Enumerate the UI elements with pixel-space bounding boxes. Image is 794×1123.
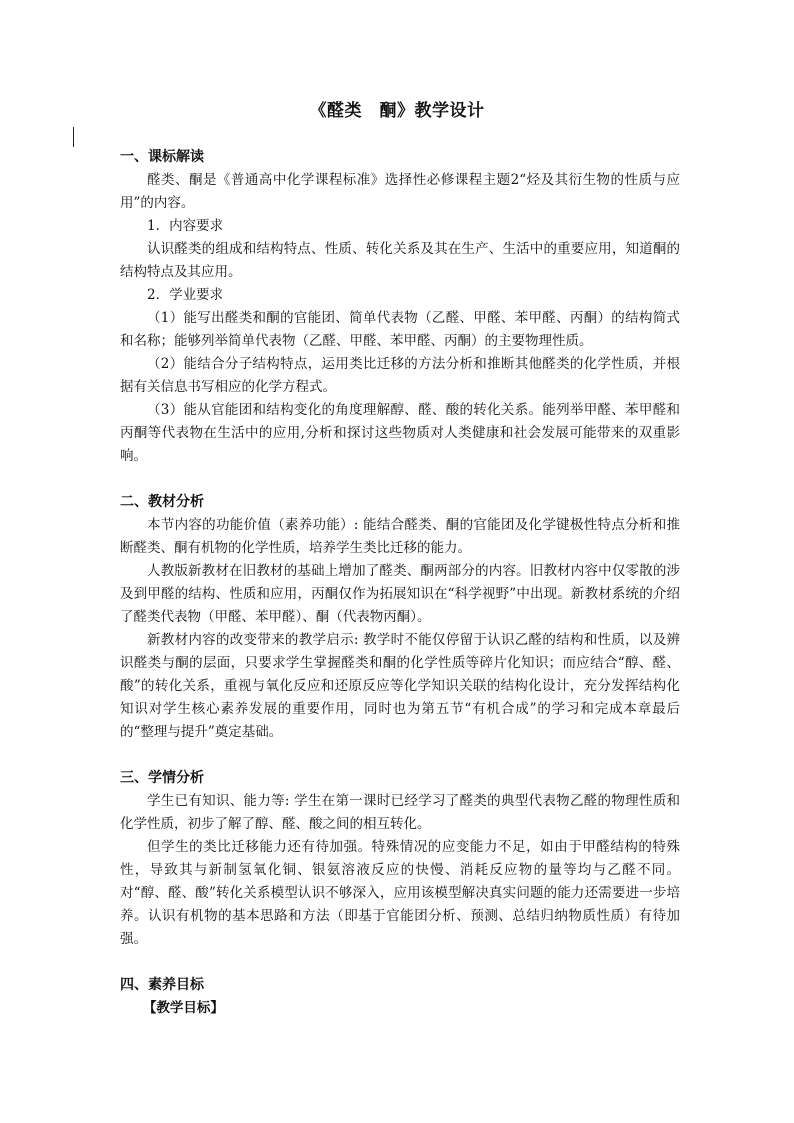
document-body — [120, 146, 680, 1020]
subheading-academic-requirements: 2．学业要求 — [147, 287, 224, 303]
section-heading-curriculum: 一、课标解读 — [120, 149, 204, 165]
paragraph: 认识醛类的组成和结构特点、性质、转化关系及其在生产、生活中的重要应用，知道酮的结构特点及其应用。 — [120, 241, 680, 280]
subheading-content-requirements: 1．内容要求 — [147, 218, 224, 234]
paragraph: 本节内容的功能价值（素养功能）: 能结合醛类、酮的官能团及化学键极性特点分析和推断醛类、酮有机物的化学性质，培养学生类比迁移的能力。 — [120, 517, 680, 556]
section-heading-textbook: 二、教材分析 — [120, 494, 204, 510]
text-cursor — [73, 127, 74, 147]
paragraph: （2）能结合分子结构特点，运用类比迁移的方法分析和推断其他醛类的化学性质，并根据有关信息书写相应的化学方程式。 — [120, 356, 680, 395]
document-title: 《醛类 酮》教学设计 — [309, 101, 485, 121]
paragraph: 人教版新教材在旧教材的基础上增加了醛类、酮两部分的内容。旧教材内容中仅零散的涉及到甲醛的结构、性质和应用，丙酮仅作为拓展知识在“科学视野”中出现。新教材系统的介绍了醛类代表物（甲醛、苯甲醛）、酮（代表物丙酮）。 — [120, 563, 680, 625]
section-heading-students: 三、学情分析 — [120, 770, 204, 786]
paragraph: 学生已有知识、能力等: 学生在第一课时已经学习了醛类的典型代表物乙醛的物理性质和化学性质，初步了解了醇、醛、酸之间的相互转化。 — [120, 793, 680, 832]
subheading-teaching-goals: 【教学目标】 — [142, 1000, 224, 1016]
paragraph: （1）能写出醛类和酮的官能团、简单代表物（乙醛、甲醛、苯甲醛、丙酮）的结构简式和名称；能够列举简单代表物（乙醛、甲醛、苯甲醛、丙酮）的主要物理性质。 — [120, 310, 680, 349]
paragraph: （3）能从官能团和结构变化的角度理解醇、醛、酸的转化关系。能列举甲醛、苯甲醛和丙酮等代表物在生活中的应用,分析和探讨这些物质对人类健康和社会发展可能带来的双重影响。 — [120, 402, 680, 464]
paragraph: 醛类、酮是《普通高中化学课程标准》选择性必修课程主题2“烃及其衍生物的性质与应用”的内容。 — [120, 172, 680, 211]
section-heading-goals: 四、素养目标 — [120, 977, 204, 993]
paragraph: 但学生的类比迁移能力还有待加强。特殊情况的应变能力不足，如由于甲醛结构的特殊性，导致其与新制氢氧化铜、银氨溶液反应的快慢、消耗反应物的量等均与乙醛不同。对“醇、醛、酸”转化关系模型认识不够深入，应用该模型解决真实问题的能力还需要进一步培养。认识有机物的基本思路和方法（即基于官能团分析、预测、总结归纳物质性质）有待加强。 — [120, 839, 680, 947]
paragraph: 新教材内容的改变带来的教学启示: 教学时不能仅停留于认识乙醛的结构和性质，以及辨识醛类与酮的层面，只要求学生掌握醛类和酮的化学性质等碎片化知识；而应结合“醇、醛、酸”的转化关系，重视与氧化反应和还原反应等化学知识关联的结构化设计，充分发挥结构化知识对学生核心素养发展的重要作用，同时也为第五节“有机合成”的学习和完成本章最后的“整理与提升”奠定基础。 — [120, 632, 680, 740]
